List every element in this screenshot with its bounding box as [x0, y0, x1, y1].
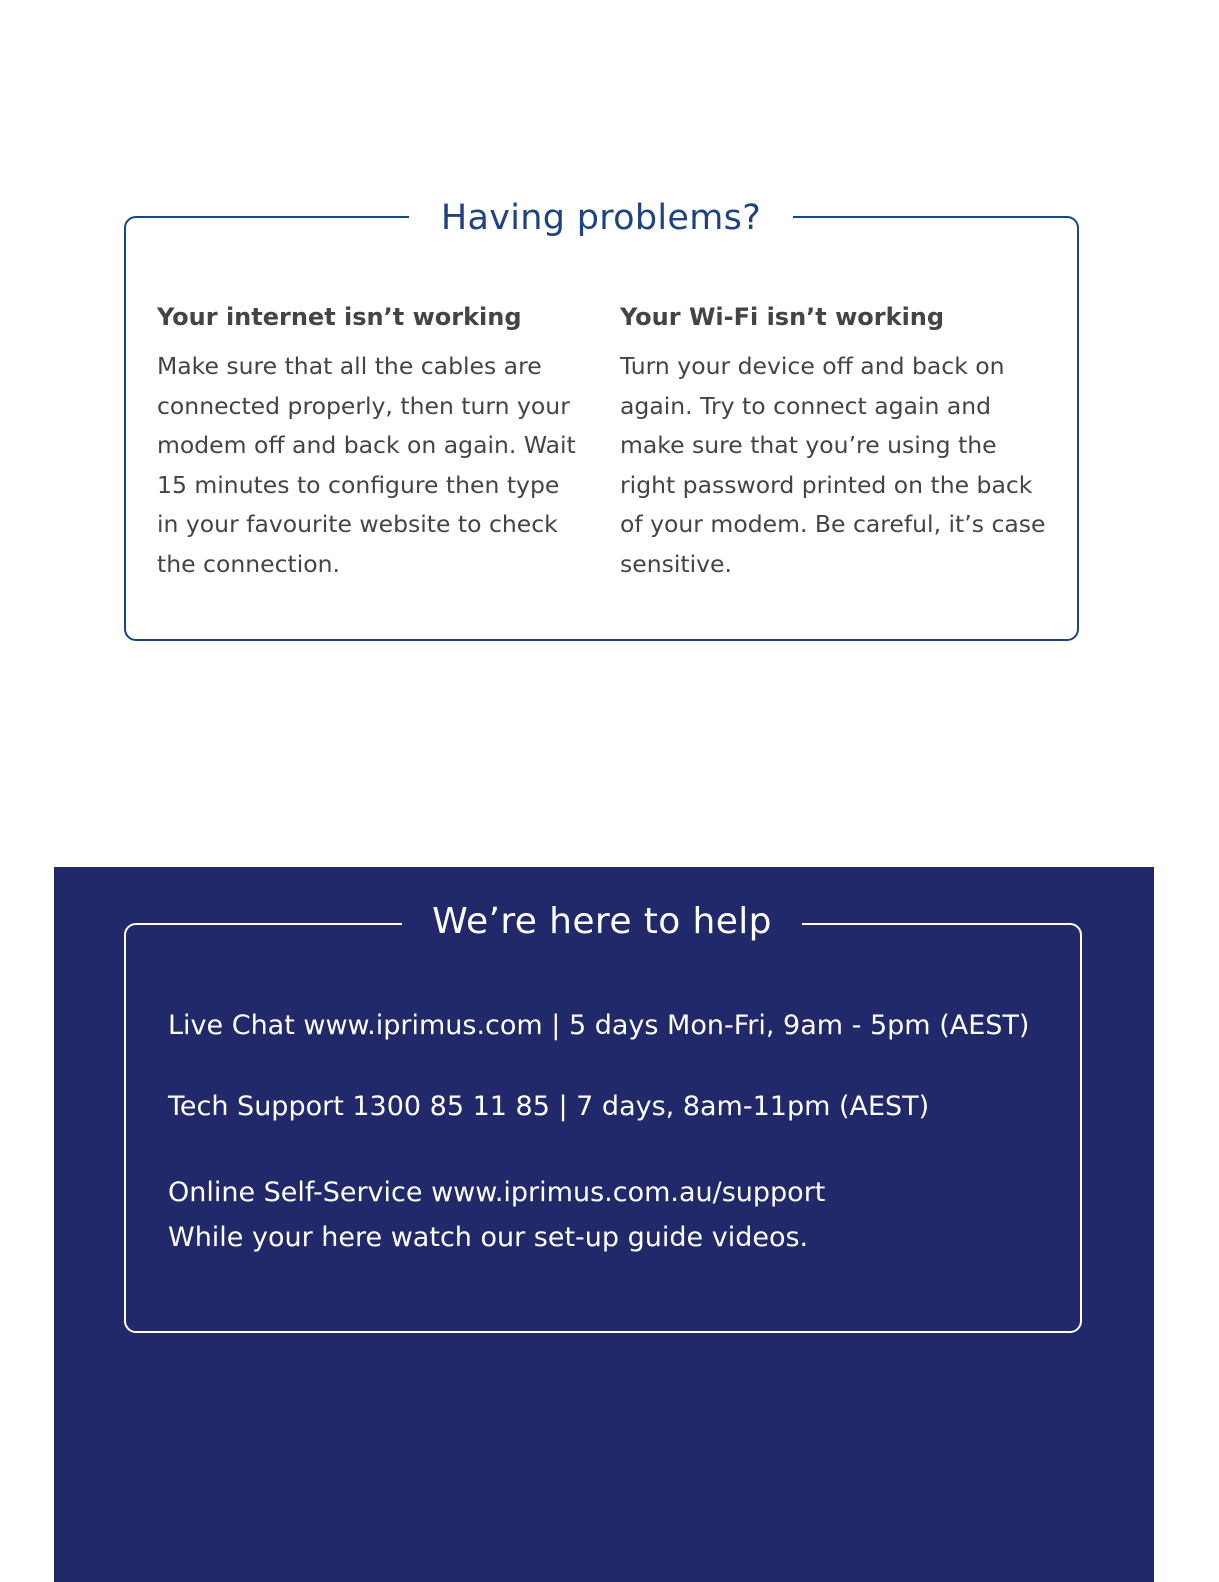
internet-problem-heading: Your internet isn’t working	[157, 303, 522, 331]
having-problems-title: Having problems?	[409, 196, 793, 240]
wifi-problem-heading: Your Wi-Fi isn’t working	[620, 303, 945, 331]
self-service-info: Online Self-Service www.iprimus.com.au/support	[168, 1177, 826, 1208]
wifi-problem-body: Turn your device off and back on again. Try to connect again and make sure that you’re using the right password printed on the back of your modem. Be careful, it’s case sensitive.	[620, 352, 1046, 578]
tech-support-info: Tech Support 1300 85 11 85 | 7 days, 8am-11pm (AEST)	[168, 1091, 930, 1122]
wifi-problem-section	[620, 300, 1050, 584]
live-chat-info: Live Chat www.iprimus.com | 5 days Mon-Fri, 9am - 5pm (AEST)	[168, 1010, 1030, 1041]
internet-problem-section	[157, 300, 587, 584]
setup-videos-note: While your here watch our set-up guide videos.	[168, 1222, 809, 1253]
help-title: We’re here to help	[402, 899, 802, 945]
internet-problem-body: Make sure that all the cables are connected properly, then turn your modem off and back on again. Wait 15 minutes to configure then type in your favourite website to check the connection.	[157, 352, 576, 578]
